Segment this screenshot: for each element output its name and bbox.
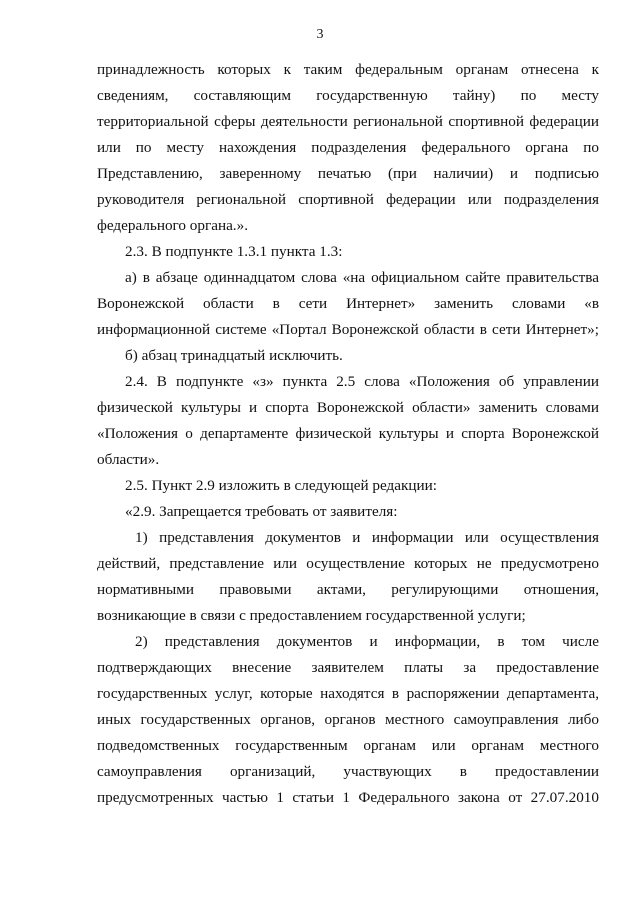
document-body <box>97 57 599 811</box>
text-line: действий, представление или осуществление которых не предусмотрено <box>97 555 599 572</box>
text-line: руководителя региональной спортивной федерации или подразделения <box>97 191 599 208</box>
text-line: сведениям, составляющим государственную тайну) по месту <box>97 87 599 104</box>
page-number: 3 <box>316 27 324 42</box>
section-heading-2-4: 2.4. В подпункте «з» пункта 2.5 слова «Положения об управлении <box>125 373 599 390</box>
text-line: области». <box>97 451 160 468</box>
text-line: б) абзац тринадцатый исключить. <box>125 347 343 364</box>
text-line: нормативными правовыми актами, регулирующими отношения, <box>97 581 599 598</box>
section-heading-2-3: 2.3. В подпункте 1.3.1 пункта 1.3: <box>125 243 343 260</box>
text-line: подведомственных государственным органам или органам местного <box>97 737 599 754</box>
text-line: или по месту нахождения подразделения федерального органа по <box>97 139 599 156</box>
text-line: подтверждающих внесение заявителем платы за предоставление <box>97 659 599 676</box>
text-line: федерального органа.». <box>97 217 248 234</box>
text-line: возникающие в связи с предоставлением государственной услуги; <box>97 607 526 624</box>
text-line: а) в абзаце одиннадцатом слова «на официальном сайте правительства <box>125 269 599 286</box>
text-line: физической культуры и спорта Воронежской области» заменить словами <box>97 399 599 416</box>
text-line: Воронежской области в сети Интернет» заменить словами «в <box>97 295 599 312</box>
section-heading-2-5: 2.5. Пункт 2.9 изложить в следующей редакции: <box>125 477 438 494</box>
list-item-1: 1) представления документов и информации или осуществления <box>135 529 599 546</box>
list-item-2: 2) представления документов и информации, в том числе <box>135 633 599 650</box>
text-line: самоуправления организаций, участвующих в предоставлении <box>97 763 599 780</box>
text-line: территориальной сферы деятельности региональной спортивной федерации <box>97 113 599 130</box>
text-line: Представлению, заверенному печатью (при наличии) и подписью <box>97 165 599 182</box>
text-line: принадлежность которых к таким федеральным органам отнесена к <box>97 61 599 78</box>
text-line: информационной системе «Портал Воронежской области в сети Интернет»; <box>97 321 599 338</box>
text-line: «2.9. Запрещается требовать от заявителя: <box>125 503 398 520</box>
text-line: государственных услуг, которые находятся в распоряжении департамента, <box>97 685 599 702</box>
text-line: «Положения о департаменте физической культуры и спорта Воронежской <box>97 425 599 442</box>
text-line: иных государственных органов, органов местного самоуправления либо <box>97 711 599 728</box>
text-line: предусмотренных частью 1 статьи 1 Федерального закона от 27.07.2010 <box>97 789 599 806</box>
